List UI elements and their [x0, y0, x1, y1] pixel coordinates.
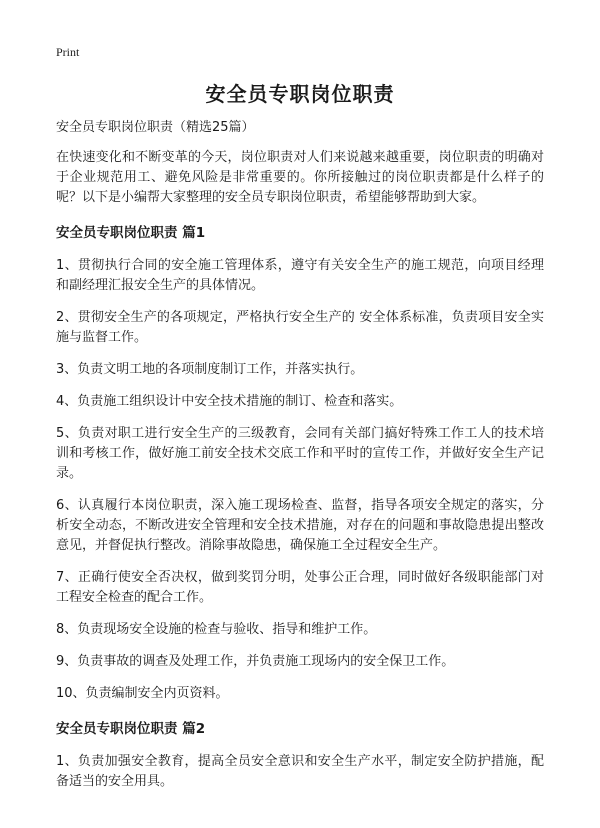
section-1-item-7: 7、正确行使安全否决权，做到奖罚分明，处事公正合理，同时做好各级职能部门对工程安全检查的配合工作。	[56, 570, 544, 605]
section-heading-2: 安全员专职岗位职责 篇2	[56, 721, 206, 737]
section-1-item-2: 2、贯彻安全生产的各项规定，严格执行安全生产的 安全体系标准，负责项目安全实施与监督工作。	[56, 310, 544, 345]
section-1-item-9: 9、负责事故的调查及处理工作，并负责施工现场内的安全保卫工作。	[56, 654, 455, 669]
subtitle: 安全员专职岗位职责（精选25篇）	[56, 120, 255, 135]
intro-paragraph: 在快速变化和不断变革的今天，岗位职责对人们来说越来越重要，岗位职责的明确对于企业规范用工、避免风险是非常重要的。你所接触过的岗位职责都是什么样子的呢？以下是小编帮大家整理的安全员专职岗位职责，希望能够帮助到大家。	[56, 150, 544, 205]
section-1-item-8: 8、负责现场安全设施的检查与验收、指导和维护工作。	[56, 622, 377, 637]
section-1-item-1: 1、贯彻执行合同的安全施工管理体系，遵守有关安全生产的施工规范，向项目经理和副经理汇报安全生产的具体情况。	[56, 258, 544, 293]
section-1-item-10: 10、负责编制安全内页资料。	[56, 686, 229, 701]
section-1-item-6: 6、认真履行本岗位职责，深入施工现场检查、监督，指导各项安全规定的落实，分析安全动态，不断改进安全管理和安全技术措施，对存在的问题和事故隐患提出整改意见，并督促执行整改。消除事故隐患，确保施工全过程安全生产。	[56, 498, 544, 553]
section-heading-1: 安全员专职岗位职责 篇1	[56, 225, 206, 241]
print-link[interactable]: Print	[56, 45, 80, 59]
page-title: 安全员专职岗位职责	[205, 82, 395, 106]
section-1-item-4: 4、负责施工组织设计中安全技术措施的制订、检查和落实。	[56, 394, 403, 409]
section-1-item-5: 5、负责对职工进行安全生产的三级教育，会同有关部门搞好特殊工作工人的技术培训和考核工作，做好施工前安全技术交底工作和平时的宣传工作，并做好安全生产记录。	[56, 426, 544, 481]
section-1-item-3: 3、负责文明工地的各项制度制订工作，并落实执行。	[56, 362, 364, 377]
section-2-item-1: 1、负责加强安全教育，提高全员安全意识和安全生产水平，制定安全防护措施，配备适当的安全用具。	[56, 754, 544, 789]
